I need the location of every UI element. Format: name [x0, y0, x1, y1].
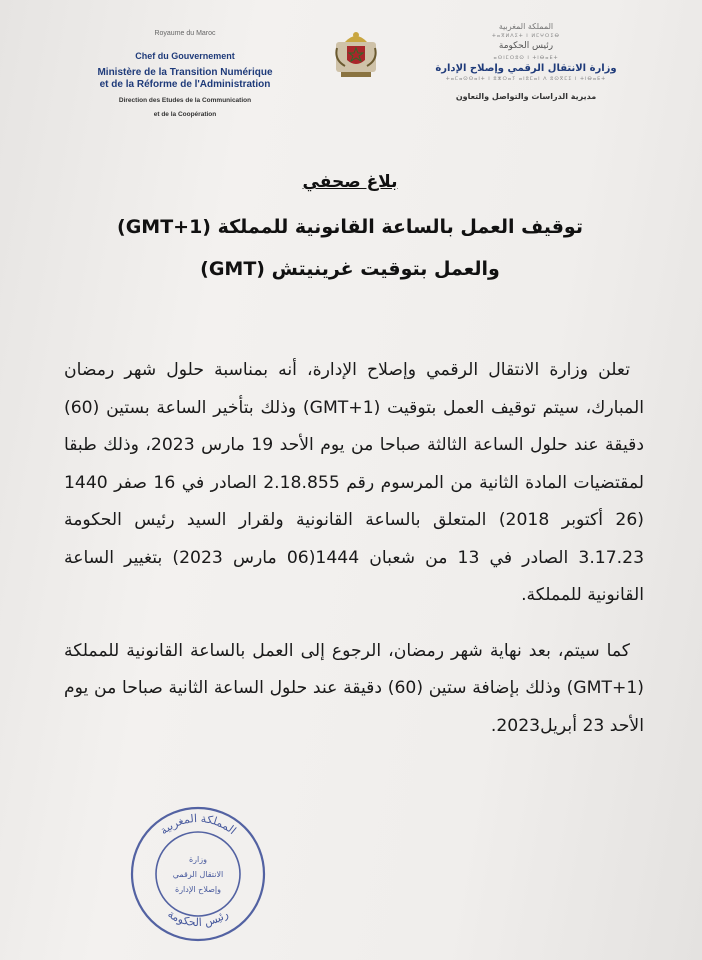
- ministry-label-ar: وزارة الانتقال الرقمي وإصلاح الإدارة: [435, 63, 617, 74]
- press-release-title: بلاغ صحفي: [302, 172, 398, 192]
- official-stamp: [128, 804, 268, 944]
- royal-emblem-icon: [333, 28, 379, 80]
- kingdom-label-tifinagh: ⵜⴰⴳⵍⴷⵉⵜ ⵏ ⵍⵎⵖⵔⵉⴱ: [492, 33, 560, 39]
- direction-line1-fr: Direction des Etudes de la Communication: [118, 97, 252, 104]
- direction-label-ar: مديرية الدراسات والتواصل والتعاون: [455, 92, 597, 101]
- body-paragraph-2: كما سيتم، بعد نهاية شهر رمضان، الرجوع إلى العمل بالساعة القانونية للمملكة (GMT+1) وذلك بإضافة ستين (60) دقيقة عند حلول الساعة الثانية صباحا من يوم الأحد 23 أبريل2023.: [64, 640, 644, 736]
- title-block: [80, 172, 620, 290]
- header-arabic: [426, 22, 626, 101]
- chef-label-ar: رئيس الحكومة: [498, 41, 554, 51]
- kingdom-label-fr: Royaume du Maroc: [154, 30, 216, 37]
- stamp-ring-top-text: المملكة المغربية: [157, 811, 239, 838]
- stamp-inner-line3: وإصلاح الإدارة: [175, 885, 221, 894]
- kingdom-label-ar: المملكة المغربية: [498, 22, 554, 31]
- header-french: [80, 30, 290, 119]
- ministry-line2-fr: et de la Réforme de l'Administration: [99, 79, 271, 90]
- chef-label-tifinagh: ⴰⵙⵏⵎⵔⵓⵙ ⵏ ⵜⵏⴱⴰⴹⵜ: [493, 55, 559, 61]
- body-text: [64, 352, 644, 763]
- chef-label-fr: Chef du Gouvernement: [135, 51, 235, 61]
- body-paragraph-1: تعلن وزارة الانتقال الرقمي وإصلاح الإدارة، أنه بمناسبة حلول شهر رمضان المبارك، سيتم توقيف العمل بتوقيت (GMT+1) وذلك بتأخير الساعة بستين (60) دقيقة عند حلول الساعة الثالثة صباحا من يوم الأحد 19 مارس 2023، وذلك طبقا لمقتضيات المادة الثانية من المرسوم رقم 2.18.855 الصادر في 16 صفر 1440 (26 أكتوبر 2018) المتعلق بالساعة القانونية ولقرار السيد رئيس الحكومة 3.17.23 الصادر في 13 من شعبان 1444(06 مارس 2023) بتغيير الساعة القانونية للمملكة.: [64, 360, 645, 605]
- stamp-inner-line2: الانتقال الرقمي: [172, 870, 224, 879]
- stamp-ring-bottom-text: رئيس الحكومة: [165, 907, 231, 930]
- subtitle-line1: توقيف العمل بالساعة القانونية للمملكة (GMT+1): [117, 216, 583, 238]
- stamp-inner-line1: وزارة: [188, 855, 208, 864]
- ministry-line1-fr: Ministère de la Transition Numérique: [97, 67, 273, 78]
- ministry-label-tifinagh: ⵜⴰⵎⴰⵙⵙⴰⵏⵜ ⵏ ⵓⵣⵔⴰⵢ ⴰⵏⵓⵎⴰⵏ ⴷ ⵓⵙⴳⵎⵉ ⵏ ⵜⵏⴱⴰⴹⵜ: [445, 76, 607, 82]
- subtitle-line2: والعمل بتوقيت غرينيتش (GMT): [200, 258, 500, 280]
- direction-line2-fr: et de la Coopération: [153, 111, 217, 118]
